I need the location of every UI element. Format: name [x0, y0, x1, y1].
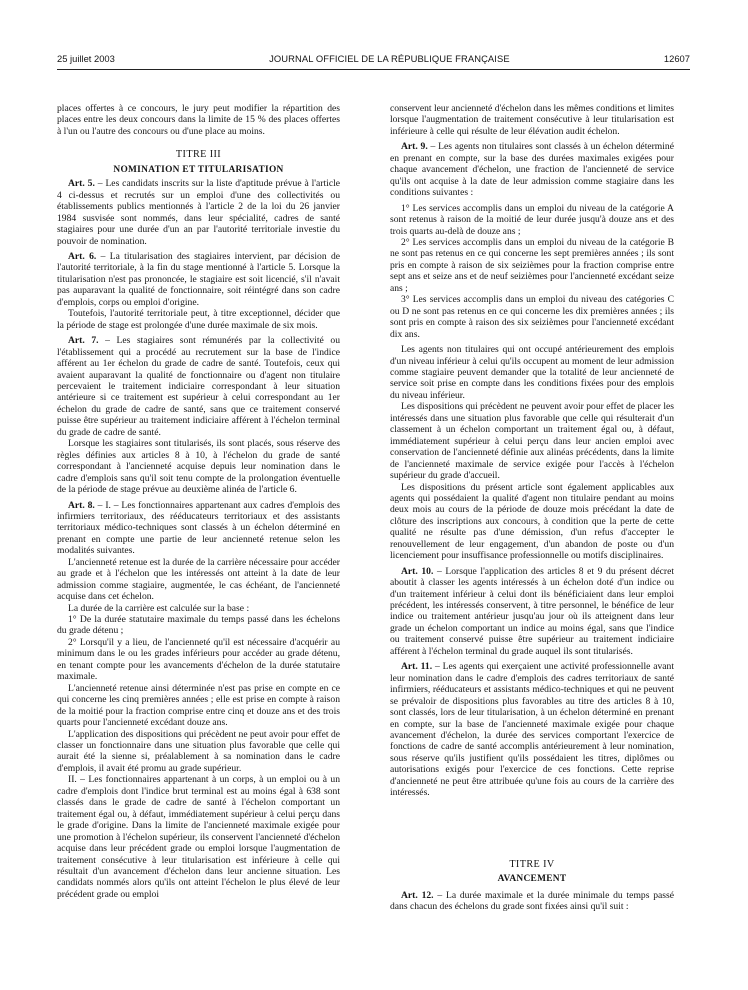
article-12	[390, 890, 674, 913]
header-page-number: 12607	[663, 52, 690, 64]
paragraph: Les agents non titulaires qui ont occupé antérieurement des emplois d'un niveau inférieur à celui qu'ils occupent au moment de leur admission comme stagiaire peuvent demander que la totalité de leur ancienneté de service soit prise en compte dans les conditions fixées pour des emplois du niveau inférieur.	[390, 344, 674, 401]
paragraph: Toutefois, l'autorité territoriale peut, à titre exceptionnel, décider que la période de stage est prolongée d'une durée maximale de six mois.	[57, 308, 340, 331]
article-text: – Les candidats inscrits sur la liste d'aptitude prévue à l'article 4 ci-dessus et recrutés sur un emploi d'une des collectivités ou établissements publics mentionnés à l'article 2 de la loi du 26 janvier 1984 susvisée sont nommés, dans leur spécialité, cadres de santé stagiaires pour une durée d'un an par l'autorité territoriale investie du pouvoir de nomination.	[57, 178, 341, 247]
article-text: – Les stagiaires sont rémunérés par la collectivité ou l'établissement qui a procédé au recrutement sur la base de l'indice afférent au 1er échelon du grade de cadre de santé. Toutefois, ceux qui avaient auparavant la qualité de fonctionnaire ou d'agent non titulaire percevaient le traitement indiciaire correspondant à leur situation antérieure si ce traitement est supérieur à celui correspondant au 1er échelon du grade de cadre de santé, sans que ce traitement conservé puisse être supérieur au traitement indiciaire afférent à l'échelon terminal du grade de cadre de santé.	[57, 335, 340, 438]
paragraph: L'ancienneté retenue ainsi déterminée n'est pas prise en compte en ce qui concerne les cinq premières années ; elle est prise en compte à raison de la moitié pour la fraction comprise entre cinq et douze ans et des trois quarts pour l'ancienneté excédant douze ans.	[57, 682, 340, 729]
section-spacer	[390, 799, 674, 847]
paragraph: La durée de la carrière est calculée sur la base :	[68, 602, 250, 614]
article-10	[390, 566, 674, 658]
paragraph: 1° De la durée statutaire maximale du temps passé dans les échelons du grade détenu ;	[57, 614, 340, 637]
article-text: – Les agents qui exerçaient une activité professionnelle avant leur nomination dans le cadre d'emplois des cadres territoriaux de santé infirmiers, rééducateurs et assistants médico-techniques et qui ne peuvent se prévaloir de dispositions plus favorables au titre des articles 8 à 10, sont classés, lors de leur titularisation, à un échelon déterminé en prenant en compte, sur la base de l'ancienneté maximale exigée pour chaque avancement d'échelon, la durée des services comportant l'exercice de fonctions de cadre de santé accomplis antérieurement à leur nomination, sous réserve qu'ils justifient qu'ils possédaient les titres, diplômes ou autorisations exigés pour l'exercice de ces fonctions. Cette reprise d'ancienneté ne peut être attribuée qu'une fois au cours de la carrière des intéressés.	[390, 661, 675, 799]
paragraph: 2° Lorsqu'il y a lieu, de l'ancienneté qu'il est nécessaire d'acquérir au minimum dans le ou les grades inférieurs pour accéder au grade détenu, en tenant compte pour les avancements d'échelon de la durée statutaire maximale.	[57, 636, 340, 683]
article-label: Art. 9.	[401, 141, 428, 153]
header-date: 25 juillet 2003	[57, 52, 115, 64]
left-column	[57, 103, 340, 900]
section-title: TITRE III	[175, 149, 222, 161]
article-text: – La durée maximale et la durée minimale du temps passé dans chacun des échelons du grade sont fixées ainsi qu'il suit :	[390, 889, 675, 913]
paragraph: 2° Les services accomplis dans un emploi du niveau de la catégorie B ne sont pas retenus en ce qui concerne les sept premières années ; ils sont pris en compte à raison de six seizièmes pour la fraction comprise entre sept ans et seize ans et de neuf seizièmes pour l'ancienneté excédant seize ans ;	[390, 236, 674, 294]
paragraph: L'ancienneté retenue est la durée de la carrière nécessaire pour accéder au grade et à l'échelon que les intéressés ont atteint à la date de leur admission comme stagiaire, augmentée, le cas échéant, de l'ancienneté acquise dans cet échelon.	[57, 556, 340, 603]
article-text: – La titularisation des stagiaires intervient, par décision de l'autorité territoriale, à la fin du stage mentionné à l'article 5. Lorsque la titularisation n'est pas prononcée, le stagiaire est soit licencié, s'il n'avait pas auparavant la qualité de fonctionnaire, soit réintégré dans son cadre d'emplois, corps ou emploi d'origine.	[57, 250, 341, 308]
page-header	[57, 49, 690, 67]
paragraph: 1° Les services accomplis dans un emploi du niveau de la catégorie A sont retenus à raison de la moitié de leur durée jusqu'à douze ans et des trois quarts au-delà de douze ans ;	[390, 202, 674, 237]
header-journal-title: JOURNAL OFFICIEL DE LA RÉPUBLIQUE FRANÇAISE	[269, 52, 510, 64]
paragraph: Les dispositions qui précèdent ne peuvent avoir pour effet de placer les intéressés dans une situation plus favorable que celle qui résulterait d'un classement à un échelon comportant un traitement égal ou, à défaut, immédiatement supérieur à celui perçu dans leur ancien emploi avec conservation de l'ancienneté définie aux alinéas précédents, dans la limite de l'ancienneté maximale de service exigée pour l'accès à l'échelon supérieur du grade d'accueil.	[390, 401, 674, 482]
header-rule	[57, 69, 690, 70]
article-5	[57, 178, 340, 247]
article-text: – Les agents non titulaires sont classés à un échelon déterminé en prenant en compte, sur la base des durées maximales exigées pour chaque avancement d'échelon, une fraction de l'ancienneté de service qu'ils ont acquise à la date de leur admission comme stagiaire dans les conditions suivantes :	[390, 141, 674, 199]
article-label: Art. 8.	[68, 499, 95, 511]
article-7	[57, 335, 340, 438]
article-label: Art. 11.	[401, 661, 433, 673]
article-8	[57, 500, 340, 557]
section-subtitle: AVANCEMENT	[497, 874, 567, 885]
right-column	[390, 103, 674, 913]
article-label: Art. 12.	[401, 889, 434, 901]
section-title: TITRE IV	[509, 858, 555, 870]
paragraph: II. – Les fonctionnaires appartenant à un corps, à un emploi ou à un cadre d'emplois dont l'indice brut terminal est au moins égal à 638 sont classés dans le grade de cadre de santé à l'échelon comportant un traitement égal ou, à défaut, immédiatement supérieur à celui perçu dans le grade d'origine. Dans la limite de l'ancienneté maximale exigée pour une promotion à l'échelon supérieur, ils conservent l'ancienneté d'échelon acquise dans leur précédent grade ou emploi lorsque l'augmentation de traitement consécutive à leur titularisation est inférieure à celle qui résultait d'un avancement d'échelon dans leur ancienne situation. Les candidats nommés alors qu'ils ont atteint l'échelon le plus élevé de leur précédent grade ou emploi	[57, 774, 340, 900]
article-label: Art. 7.	[68, 335, 99, 347]
article-label: Art. 6.	[68, 250, 97, 262]
article-label: Art. 5.	[68, 178, 95, 190]
article-text: – Lorsque l'application des articles 8 et 9 du présent décret aboutit à classer les agents intéressés à un échelon doté d'un indice ou d'un traitement inférieur à celui dont ils bénéficiaient dans leur emploi précédent, les intéressés conservent, à titre personnel, le bénéfice de leur indice ou traitement antérieur jusqu'au jour où ils atteignent dans leur grade un échelon comportant un indice au moins égal, sans que l'indice ou traitement conservé puisse être supérieur au traitement indiciaire afférent à l'échelon terminal du grade auquel ils sont titularisés.	[390, 565, 674, 657]
paragraph: Lorsque les stagiaires sont titularisés, ils sont placés, sous réserve des règles définies aux articles 8 à 10, à l'échelon du grade de santé correspondant à l'ancienneté acquise depuis leur nomination dans le cadre d'emplois sans qu'il soit tenu compte de la prolongation éventuelle de la période de stage prévue au deuxième alinéa de l'article 6.	[57, 438, 340, 496]
article-6	[57, 251, 340, 308]
paragraph: places offertes à ce concours, le jury peut modifier la répartition des places entre les deux concours dans la limite de 15 % des places offertes à l'un ou l'autre des concours ou d'une place au moins.	[57, 103, 340, 137]
article-9	[390, 141, 674, 198]
paragraph: conservent leur ancienneté d'échelon dans les mêmes conditions et limites lorsque l'augmentation de traitement consécutive à leur titularisation est inférieure à celle qui résulte de leur élévation audit échelon.	[390, 103, 674, 137]
paragraph: 3° Les services accomplis dans un emploi du niveau des catégories C ou D ne sont pas retenus en ce qui concerne les dix premières années ; ils sont pris en compte à raison des six seizièmes pour l'ancienneté excédant dix ans.	[390, 294, 674, 340]
article-text: – I. – Les fonctionnaires appartenant aux cadres d'emplois des infirmiers territoriaux, des rééducateurs territoriaux et des assistants territoriaux médico-techniques sont classés à un échelon déterminé en prenant en compte une partie de leur ancienneté retenue selon les modalités suivantes.	[57, 499, 340, 557]
article-label: Art. 10.	[401, 565, 434, 577]
section-subtitle: NOMINATION ET TITULARISATION	[113, 164, 284, 175]
article-11	[390, 661, 674, 798]
paragraph: L'application des dispositions qui précèdent ne peut avoir pour effet de classer un fonctionnaire dans une situation plus favorable que celle qui aurait été la sienne si, préalablement à sa nomination dans le cadre d'emplois, il avait été promu au grade supérieur.	[57, 728, 340, 774]
paragraph: Les dispositions du présent article sont également applicables aux agents qui possédaient la qualité d'agent non titulaire pendant au moins deux mois au cours de la période de douze mois précédant la date de clôture des inscriptions aux concours, à condition que la perte de cette qualité ne résulte pas d'une démission, d'un refus d'accepter le renouvellement de leur engagement, d'un abandon de poste ou d'un licenciement pour insuffisance professionnelle ou motifs disciplinaires.	[390, 481, 674, 562]
